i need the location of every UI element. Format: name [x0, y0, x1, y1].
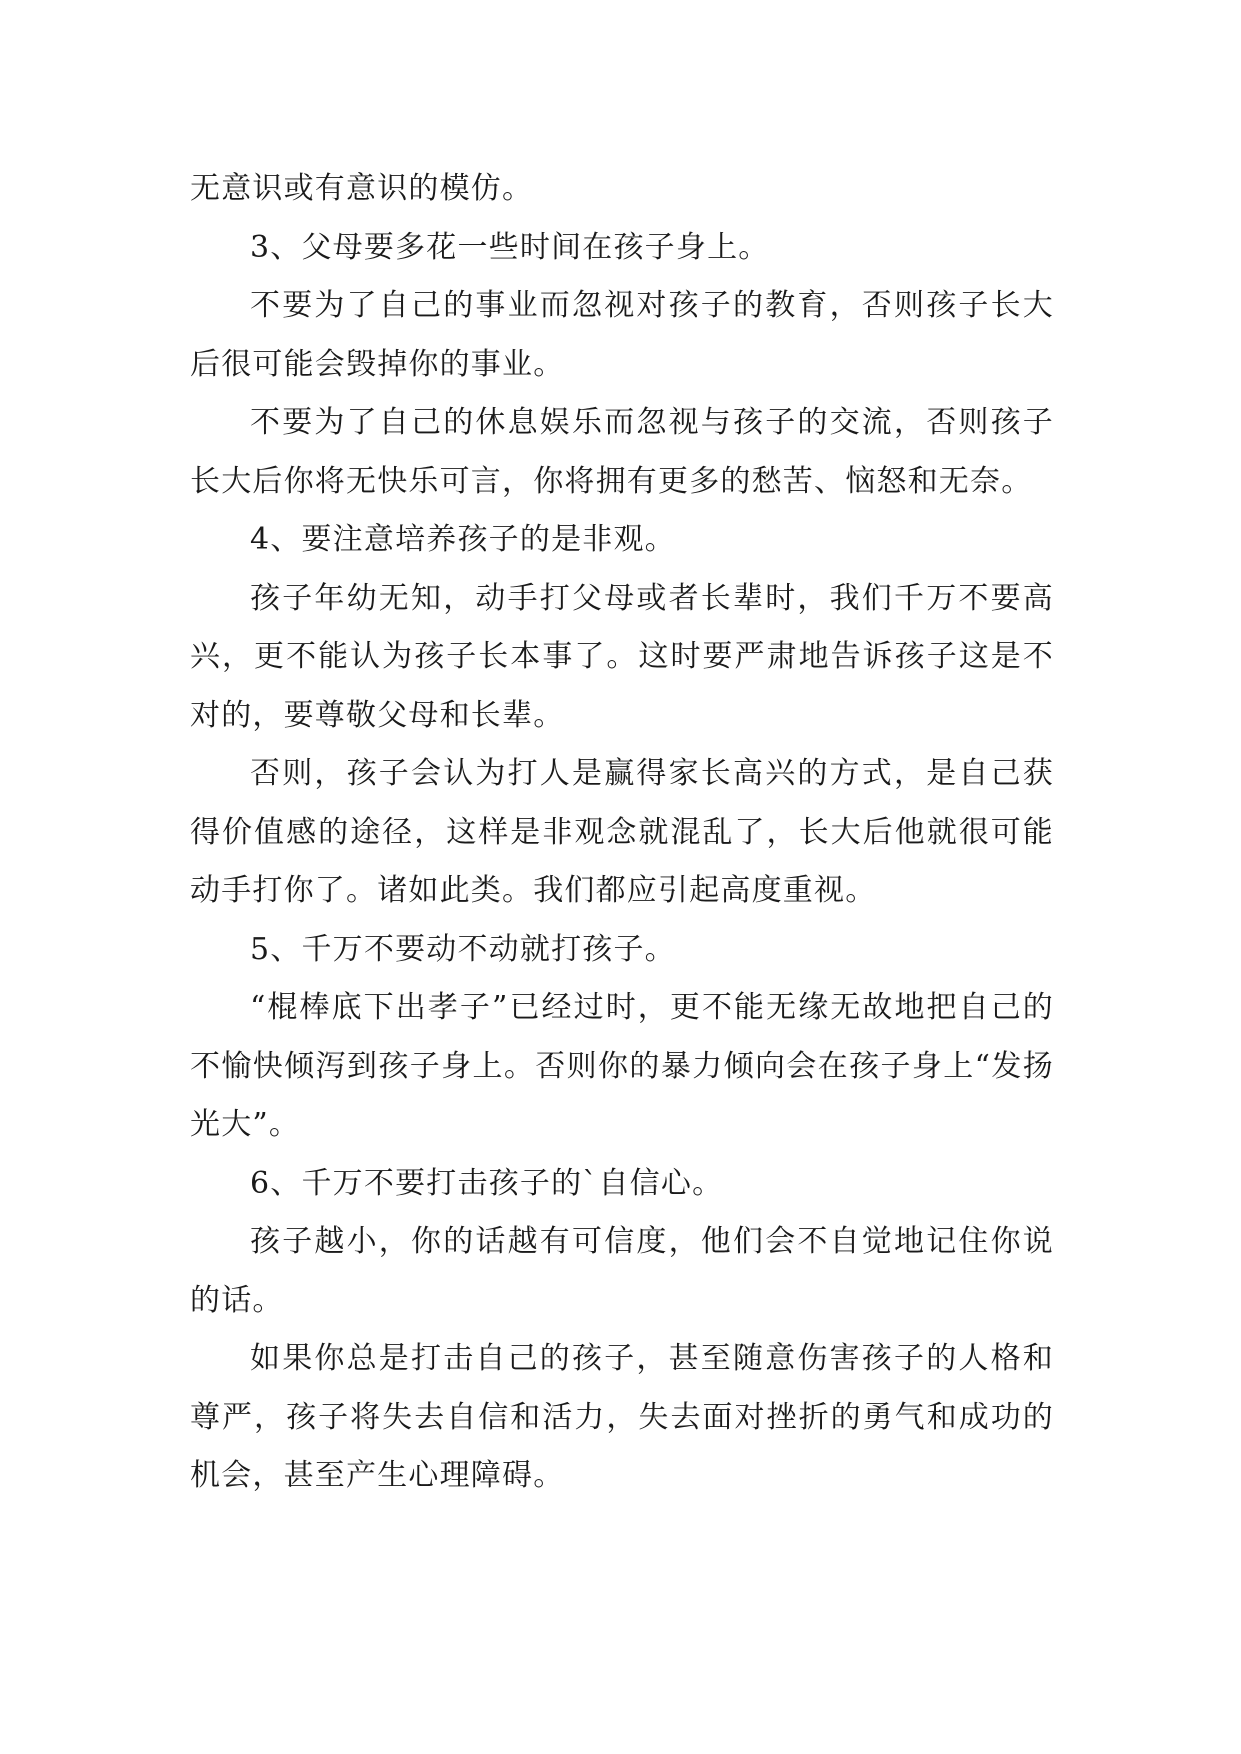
paragraph-7: 否则，孩子会认为打人是赢得家长高兴的方式，是自己获得价值感的途径，这样是非观念就混乱了，长大后他就很可能动手打你了。诸如此类。我们都应引起高度重视。 [190, 756, 1054, 908]
paragraph-11: 孩子越小，你的话越有可信度，他们会不自觉地记住你说的话。 [190, 1224, 1054, 1318]
paragraph-6: 孩子年幼无知，动手打父母或者长辈时，我们千万不要高兴，更不能认为孩子长本事了。这时要严肃地告诉孩子这是不对的，要尊敬父母和长辈。 [190, 580, 1054, 733]
paragraph-12: 如果你总是打击自己的孩子，甚至随意伤害孩子的人格和尊严，孩子将失去自信和活力，失去面对挫折的勇气和成功的机会，甚至产生心理障碍。 [190, 1341, 1054, 1493]
paragraph-8-heading: 5、千万不要动不动就打孩子。 [250, 931, 676, 967]
paragraph-3: 不要为了自己的事业而忽视对孩子的教育，否则孩子长大后很可能会毁掉你的事业。 [190, 288, 1054, 382]
paragraph-10-heading: 6、千万不要打击孩子的`自信心。 [250, 1165, 724, 1201]
paragraph-2-heading: 3、父母要多花一些时间在孩子身上。 [250, 229, 770, 265]
paragraph-5-heading: 4、要注意培养孩子的是非观。 [250, 522, 676, 557]
paragraph-9: “棍棒底下出孝子”已经过时，更不能无缘无故地把自己的不愉快倾泻到孩子身上。否则你的暴力倾向会在孩子身上“发扬光大”。 [190, 990, 1054, 1142]
paragraph-4: 不要为了自己的休息娱乐而忽视与孩子的交流，否则孩子长大后你将无快乐可言，你将拥有更多的愁苦、恼怒和无奈。 [190, 405, 1054, 499]
document-body [190, 160, 1054, 1506]
paragraph-1: 无意识或有意识的模仿。 [190, 171, 534, 206]
